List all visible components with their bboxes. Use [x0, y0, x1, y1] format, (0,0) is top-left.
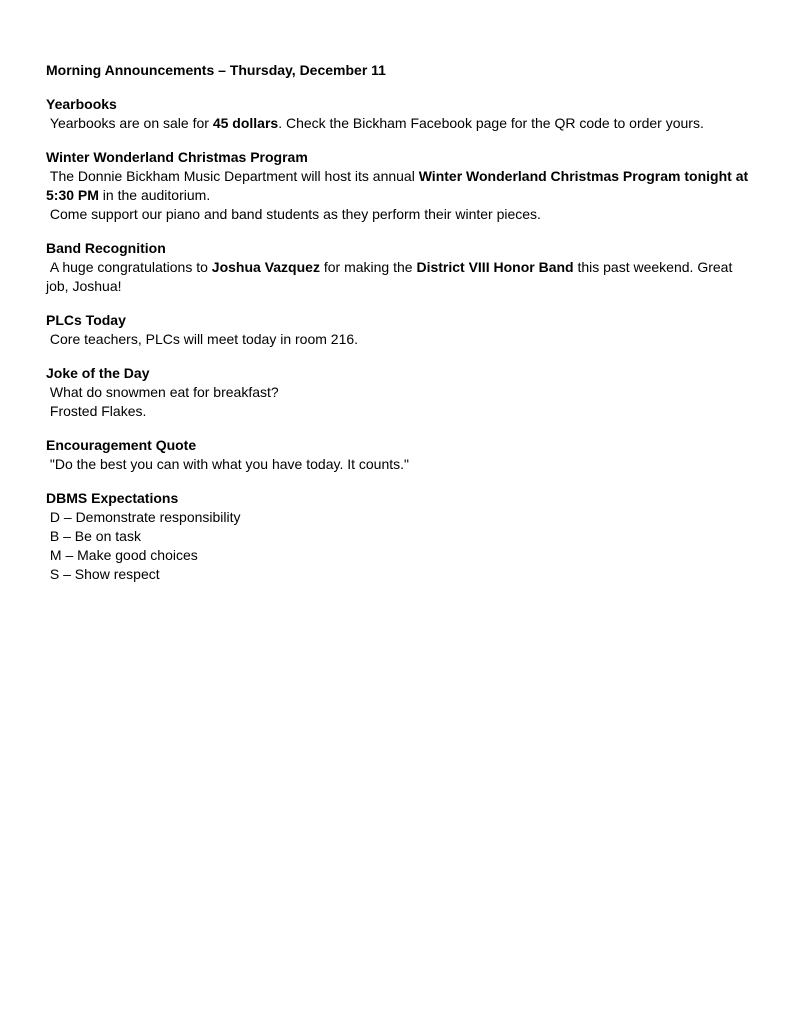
text-run: for making the	[319, 259, 417, 275]
emphasis-price: 45 dollars	[212, 115, 279, 131]
emphasis-student-name: Joshua Vazquez	[211, 259, 320, 275]
section-quote	[46, 436, 751, 474]
section-paragraph	[46, 258, 751, 296]
text-run: A huge congratulations to	[46, 259, 212, 275]
section-joke	[46, 364, 751, 421]
text-run: in the auditorium.	[98, 187, 211, 203]
section-heading: Joke of the Day	[46, 365, 150, 381]
text-run: Yearbooks are on sale for	[46, 115, 213, 131]
emphasis-honor-band: District VIII Honor Band	[416, 259, 574, 275]
text-run: . Check the Bickham Facebook page for the QR code to order yours.	[278, 115, 704, 131]
list-item: S – Show respect	[46, 566, 160, 582]
list-item: B – Be on task	[46, 528, 141, 544]
section-paragraph	[46, 167, 751, 205]
section-expectations	[46, 489, 751, 584]
section-heading: PLCs Today	[46, 312, 126, 328]
section-paragraph: Core teachers, PLCs will meet today in room 216.	[46, 331, 359, 347]
section-paragraph: Come support our piano and band students as they perform their winter pieces.	[46, 206, 541, 222]
section-heading: Winter Wonderland Christmas Program	[46, 149, 308, 165]
section-band-recognition	[46, 239, 751, 296]
section-paragraph	[46, 114, 751, 133]
section-plcs	[46, 311, 751, 349]
joke-question: What do snowmen eat for breakfast?	[46, 384, 279, 400]
document-title: Morning Announcements – Thursday, December 11	[46, 62, 386, 78]
list-item: D – Demonstrate responsibility	[46, 509, 241, 525]
section-heading: Yearbooks	[46, 96, 117, 112]
joke-answer: Frosted Flakes.	[46, 403, 147, 419]
quote-text: "Do the best you can with what you have today. It counts."	[46, 456, 409, 472]
section-heading: Encouragement Quote	[46, 437, 197, 453]
text-run: The Donnie Bickham Music Department will host its annual	[46, 168, 419, 184]
emphasis-event: Winter Wonderland Christmas Program tonight at 5:30 PM	[46, 168, 753, 203]
text-run: this past weekend. Great job, Joshua!	[46, 259, 737, 294]
section-yearbooks	[46, 95, 751, 133]
list-item: M – Make good choices	[46, 547, 198, 563]
section-heading: DBMS Expectations	[46, 490, 179, 506]
section-heading: Band Recognition	[46, 240, 166, 256]
section-winter-program	[46, 148, 751, 224]
